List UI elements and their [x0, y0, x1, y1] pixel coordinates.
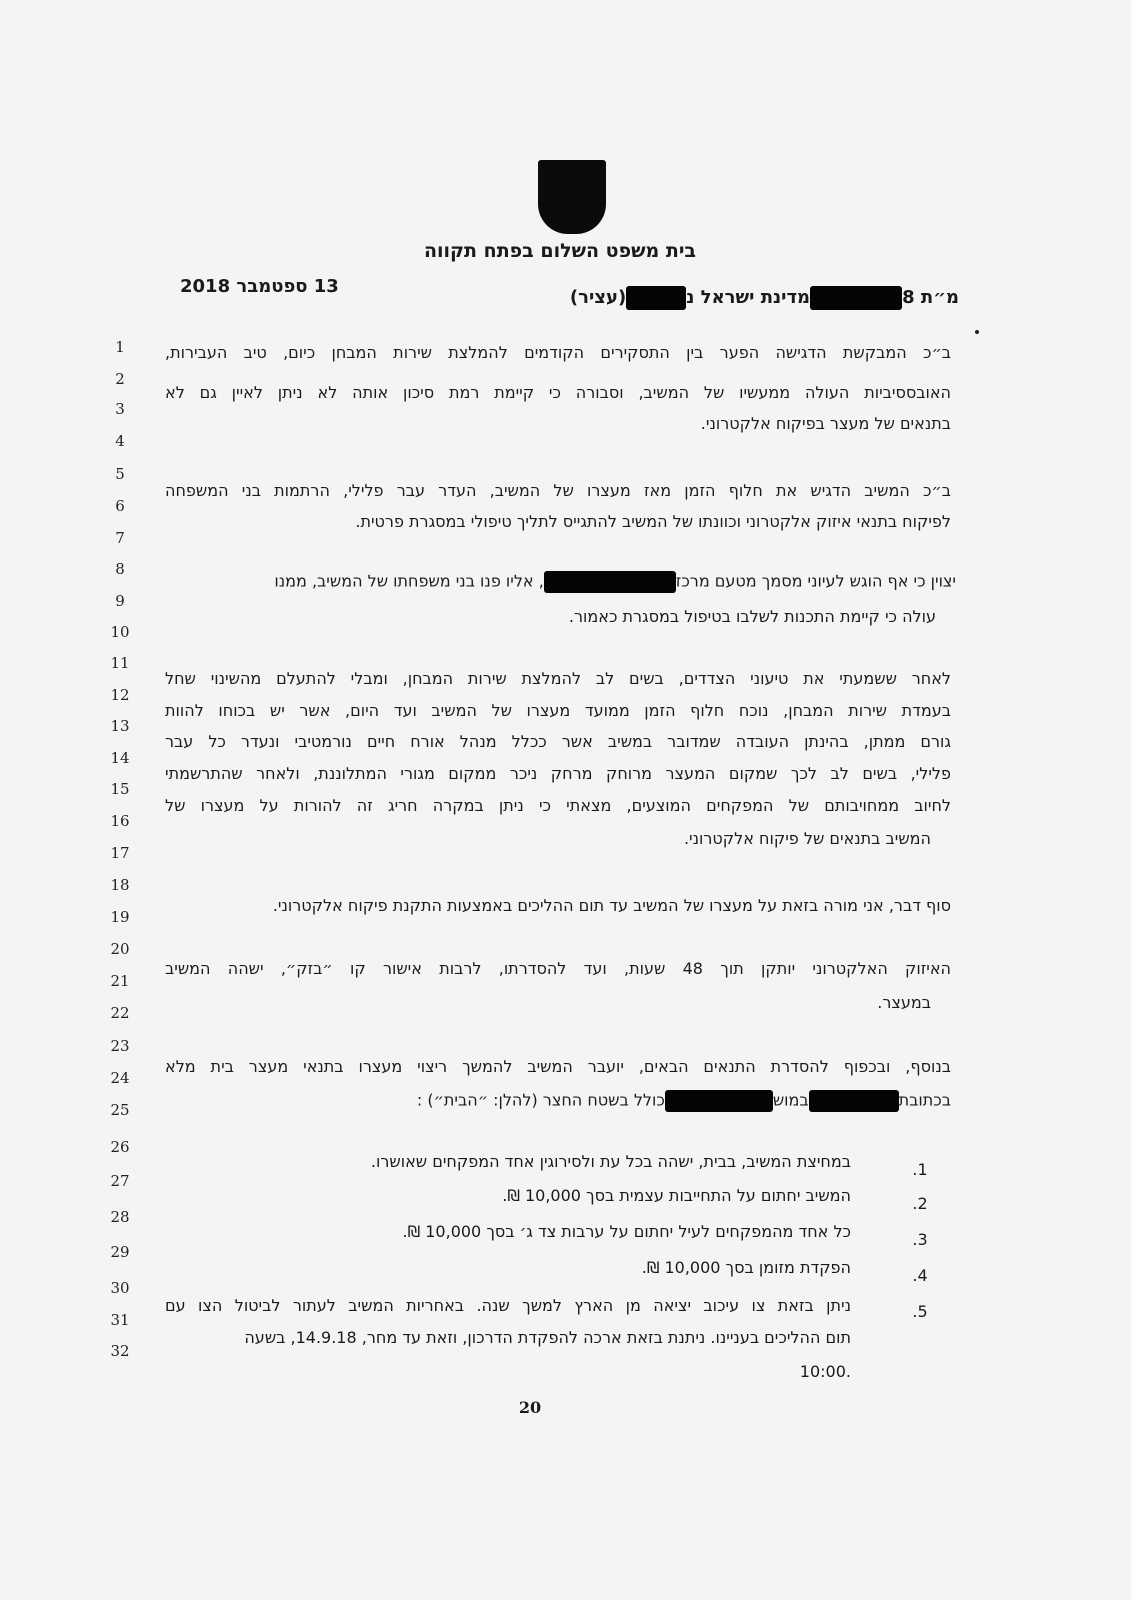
line-number: 4 — [115, 432, 125, 450]
line-number: 29 — [110, 1243, 130, 1261]
line-number: 16 — [110, 812, 130, 830]
body-text-line: ב״כ המשיב הדגיש את חלוף הזמן מאז מעצרו של המשיב, העדר עבר פלילי, הרתמות בני המשפחה — [165, 481, 951, 500]
body-text-fragment: , אליו פנו בני משפחתו של המשיב, ממנו — [274, 571, 544, 591]
line-number: 32 — [110, 1342, 130, 1360]
case-caption — [570, 286, 959, 310]
body-text-line: בתנאים של מעצר בפיקוח אלקטרוני. — [700, 414, 951, 433]
case-parties-suffix: (עציר) — [569, 287, 627, 308]
line-number: 31 — [110, 1311, 130, 1329]
condition-number: .4 — [912, 1266, 928, 1285]
line-number: 21 — [110, 972, 130, 990]
line-number: 22 — [110, 1004, 130, 1022]
hearing-date: 13 ספטמבר 2018 — [180, 276, 339, 297]
condition-number: .5 — [912, 1302, 928, 1321]
redaction-box — [665, 1090, 773, 1112]
condition-text: המשיב יחתום על התחייבות עצמית בסך 10,000 ₪. — [502, 1186, 851, 1205]
line-number: 23 — [110, 1037, 130, 1055]
line-number: 30 — [110, 1279, 130, 1297]
line-number: 24 — [110, 1069, 130, 1087]
line-number: 13 — [110, 717, 130, 735]
body-text-fragment: יצוין כי אף הוגש לעיוני מסמך מטעם מרכז — [675, 571, 956, 591]
condition-text: הפקדת מזומן בסך 10,000 ₪. — [641, 1258, 851, 1277]
body-text-line: המשיב בתנאים של פיקוח אלקטרוני. — [683, 829, 931, 848]
body-text-fragment: כולל בשטח החצר (להלן: ״הבית״) : — [416, 1090, 665, 1110]
body-text-line: עולה כי קיימת התכנות לשלבו בטיפול במסגרת כאמור. — [568, 607, 936, 626]
line-number: 28 — [110, 1208, 130, 1226]
line-number: 5 — [115, 465, 125, 483]
body-text-line — [274, 571, 956, 593]
body-text-line — [417, 1090, 951, 1112]
line-number: 10 — [110, 623, 130, 641]
line-number: 25 — [110, 1101, 130, 1119]
body-text-line: ב״כ המבקשת הדגישה הפער בין התסקירים הקודמים להמלצת שירות המבחן כיום, טיב העבירות, — [165, 343, 951, 362]
condition-text: כל אחד מהמפקחים לעיל יחתום על ערבות צד ג׳ בסך 10,000 ₪. — [402, 1222, 851, 1241]
line-number: 1 — [115, 338, 125, 356]
line-number: 20 — [110, 940, 130, 958]
line-number: 14 — [110, 749, 130, 767]
redaction-box — [626, 286, 686, 310]
body-text-line: בעמדת שירות המבחן, נוכח חלוף הזמן ממועד מעצרו של המשיב ועד היום, אשר יש בכוחו להוות — [165, 701, 951, 720]
body-text-line: לפיקוח בתנאי איזוק אלקטרוני וכוונתו של המשיב להתגייס לתליך טיפולי במסגרת פרטית. — [355, 512, 951, 531]
line-number: 19 — [110, 908, 130, 926]
body-text-fragment: במוש — [772, 1090, 809, 1110]
body-text-line: לאחר ששמעתי את טיעוני הצדדים, בשים לב להמלצת שירות המבחן, ומבלי להתעלם מהשינוי שחל — [165, 669, 951, 688]
page-number: 20 — [518, 1398, 542, 1417]
body-text-line: גורם ממתן, בהינתן העובדה שמדובר במשיב אשר ככלל מנהל אורח חיים נורמטיבי ונעדר כל עבר — [165, 732, 951, 751]
body-text-line: במעצר. — [877, 993, 931, 1012]
line-number: 15 — [110, 780, 130, 798]
condition-number: .2 — [912, 1194, 928, 1213]
line-number: 9 — [115, 592, 125, 610]
condition-text: במחיצת המשיב, בבית, ישהה בכל עת ולסירוגין אחד המפקחים שאושרו. — [370, 1152, 851, 1171]
condition-text: ניתן בזאת צו עיכוב יציאה מן הארץ למשך שנה. באחריות המשיב לעתור לביטול הצו עם — [165, 1296, 851, 1315]
redaction-box — [810, 286, 902, 310]
court-name: בית משפט השלום בפתח תקווה — [423, 240, 697, 262]
line-number: 3 — [115, 400, 125, 418]
case-parties: מדינת ישראל נ — [686, 287, 811, 308]
condition-number: .1 — [912, 1160, 928, 1179]
redaction-box — [809, 1090, 899, 1112]
redaction-box — [544, 571, 676, 593]
line-number: 18 — [110, 876, 130, 894]
condition-text: .10:00 — [799, 1362, 851, 1381]
line-number: 26 — [110, 1138, 130, 1156]
body-text-line: האובססיביות העולה ממעשיו של המשיב, וסבורה כי קיימת רמת סיכון אותה לא ניתן לאיין גם לא — [165, 383, 951, 402]
body-text-line: בנוסף, ובכפוף להסדרת התנאים הבאים, יועבר המשיב להמשך ריצוי מעצרו בתנאי מעצר בית מלא — [165, 1057, 951, 1076]
line-number: 11 — [110, 654, 130, 672]
line-number: 27 — [110, 1172, 130, 1190]
condition-number: .3 — [912, 1230, 928, 1249]
line-number: 2 — [115, 370, 125, 388]
line-number: 7 — [115, 529, 125, 547]
line-number: 8 — [115, 560, 125, 578]
line-number: 6 — [115, 497, 125, 515]
body-text-line: פלילי, בשים לב לכך שמקום המעצר מרוחק מרחק ניכר ממקום מגורי המתלוננת, ולאחר שהתרשמתי — [165, 764, 951, 783]
line-number: 17 — [110, 844, 130, 862]
line-number: 12 — [110, 686, 130, 704]
stray-mark — [975, 330, 979, 334]
body-text-line: האיזוק האלקטרוני יותקן תוך 48 שעות, ועד להסדרתו, לרבות אישור קו ״בזק״, ישהה המשיב — [165, 959, 952, 978]
court-emblem-redacted — [538, 160, 606, 234]
case-prefix: מ״ת 8 — [902, 287, 959, 308]
body-text-fragment: בכתובת — [898, 1090, 951, 1110]
body-text-line: לחיוב ממחויבותם של המפקחים המוצעים, מצאתי כי ניתן במקרה חריג זה להורות על מעצרו של — [165, 796, 951, 815]
body-text-line: סוף דבר, אני מורה בזאת על מעצרו של המשיב עד תום ההליכים באמצעות התקנת פיקוח אלקטרוני. — [272, 896, 951, 915]
condition-text: תום ההליכים בעניינו. ניתנת בזאת ארכה להפקדת הדרכון, וזאת עד מחר, 14.9.18, בשעה — [244, 1328, 851, 1347]
